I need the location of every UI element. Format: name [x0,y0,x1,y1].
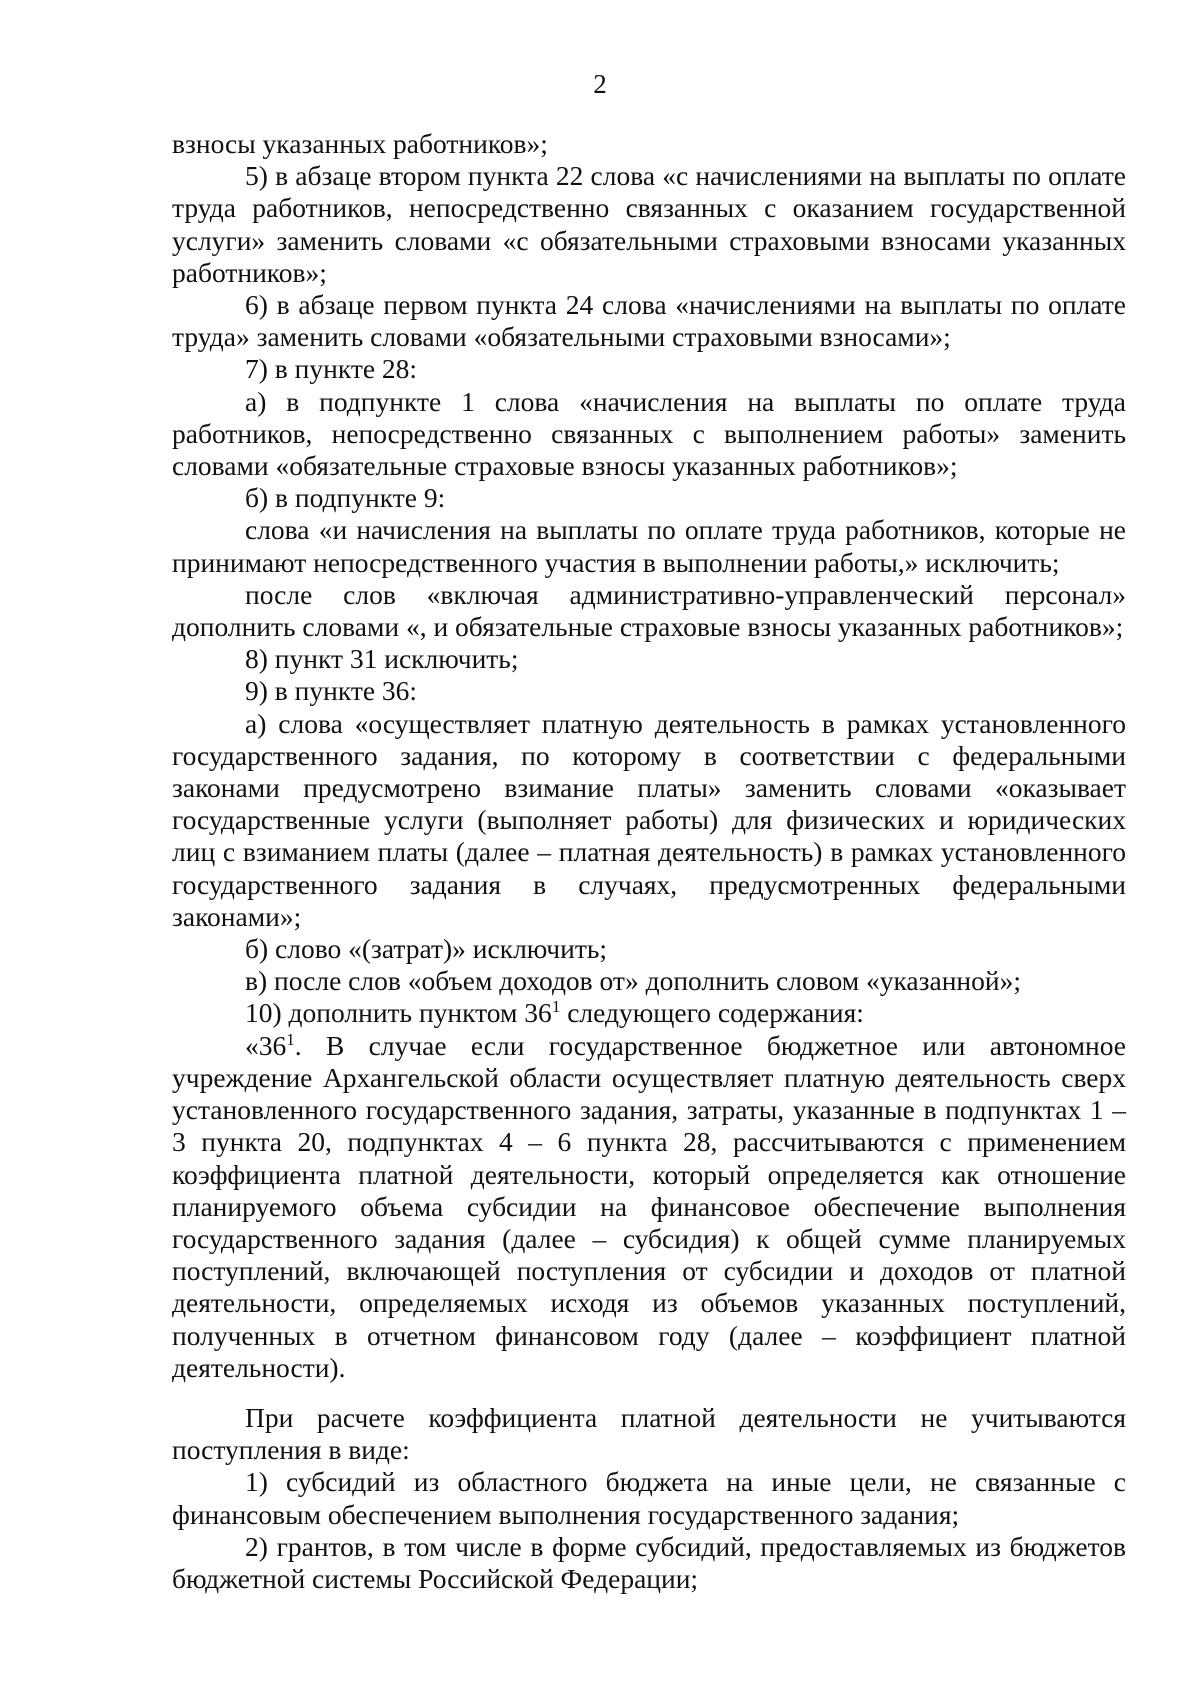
paragraph-text: . В случае если государственное бюджетное или автономное учреждение Архангельской области осуществляет платную деятельность сверх установленного государственного задания, затраты, указанные в подпунктах 1 – 3 пункта 20, подпунктах 4 – 6 пункта 28, рассчитываются с применением коэффициента платной деятельности, который определяется как отношение планируемого объема субсидии на финансовое обеспечение выполнения государственного задания (далее – субсидия) к общей сумме планируемых поступлений, включающей поступления от субсидии и доходов от платной деятельности, определяемых исходя из объемов указанных поступлений, полученных в отчетном финансовом году (далее – коэффициент платной деятельности). [172,1029,1126,1383]
paragraph [172,1030,1126,1384]
paragraph: б) в подпункте 9: [245,482,446,514]
paragraph: 5) в абзаце втором пункта 22 слова «с начислениями на выплаты по оплате труда работников, непосредственно связанных с оказанием государственной услуги» заменить словами «с обязательными страховыми взносами указанных работников»; [172,160,1126,288]
paragraph: При расчете коэффициента платной деятельности не учитываются поступления в виде: [172,1401,1126,1466]
page-number: 2 [593,69,607,99]
paragraph: слова «и начисления на выплаты по оплате труда работников, которые не принимают непосредственного участия в выполнении работы,» исключить; [172,514,1126,578]
paragraph: а) в подпункте 1 слова «начисления на выплаты по оплате труда работников, непосредственно связанных с выполнением работы» заменить словами «обязательные страховые взносы указанных работников»; [172,385,1126,482]
paragraph: после слов «включая административно-управленческий персонал» дополнить словами «, и обязательные страховые взносы указанных работников»; [172,578,1126,643]
paragraph [172,997,1126,1029]
paragraph: 9) в пункте 36: [245,675,418,707]
superscript: 1 [551,997,561,1017]
paragraph-text: следующего содержания: [560,997,864,1029]
paragraph-text: «36 [245,1029,287,1061]
paragraph: взносы указанных работников»; [172,128,548,159]
superscript: 1 [286,1029,295,1049]
paragraph: 6) в абзаце первом пункта 24 слова «начислениями на выплаты по оплате труда» заменить словами «обязательными страховыми взносами»; [172,289,1126,353]
paragraph-text: 10) дополнить пунктом 36 [245,997,552,1029]
paragraph: 7) в пункте 28: [245,353,418,385]
paragraph: а) слова «осуществляет платную деятельность в рамках установленного государственного задания, по которому в соответствии с федеральными законами предусмотрено взимание платы» заменить словами «оказывает государственные услуги (выполняет работы) для физических и юридических лиц с взиманием платы (далее – платная деятельность) в рамках установленного государственного задания в случаях, предусмотренных федеральными законами»; [172,707,1126,932]
paragraph: 1) субсидий из областного бюджета на иные цели, не связанные с финансовым обеспечением выполнения государственного задания; [172,1466,1126,1530]
paragraph: в) после слов «объем доходов от» дополнить словом «указанной»; [245,965,1022,997]
paragraph: 2) грантов, в том числе в форме субсидий, предоставляемых из бюджетов бюджетной системы Российской Федерации; [172,1530,1126,1594]
paragraph: 8) пункт 31 исключить; [245,643,519,675]
document-body [172,128,1126,1595]
paragraph: б) слово «(затрат)» исключить; [245,933,608,965]
